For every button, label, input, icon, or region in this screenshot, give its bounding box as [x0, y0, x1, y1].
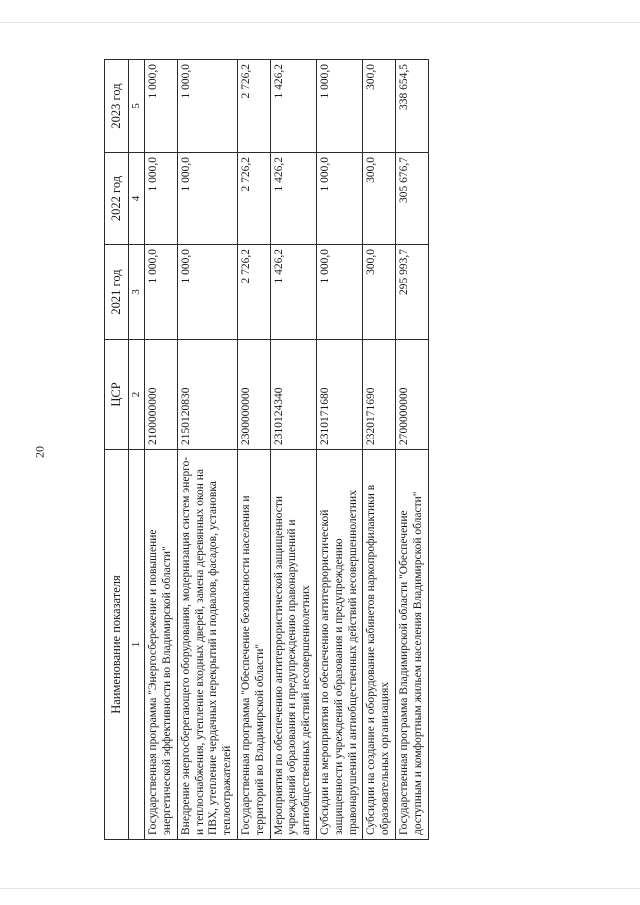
row-2022: 1 000,0 — [177, 153, 237, 245]
row-name: Государственная программа "Обеспечение безопасности населения и территорий во Владимирской области" — [237, 450, 270, 840]
column-number-row — [129, 60, 145, 840]
table-row — [177, 60, 237, 840]
row-2023: 1 000,0 — [177, 60, 237, 153]
row-name: Государственная программа "Энергосбережение и повышение энергетической эффективности во Владимирской области" — [145, 450, 178, 840]
row-2022: 1 000,0 — [316, 153, 362, 245]
row-2022: 1 000,0 — [145, 153, 178, 245]
table-row — [145, 60, 178, 840]
rotated-table-container — [104, 60, 514, 840]
row-name: Субсидии на создание и оборудование кабинетов наркопрофилактики в образовательных организациях — [363, 450, 396, 840]
row-csr: 2100000000 — [145, 340, 178, 450]
row-2021: 300,0 — [363, 245, 396, 340]
row-2022: 305 676,7 — [395, 153, 428, 245]
budget-table — [104, 59, 429, 840]
row-2023: 1 000,0 — [316, 60, 362, 153]
column-number: 3 — [129, 245, 145, 340]
row-2023: 1 000,0 — [145, 60, 178, 153]
row-csr: 2150120830 — [177, 340, 237, 450]
row-name: Мероприятия по обеспечению антитеррористической защищенности учреждений образования и предупреждению правонарушений и антиобщественных действий несовершеннолетних — [270, 450, 316, 840]
column-number: 5 — [129, 60, 145, 153]
table-row — [270, 60, 316, 840]
row-2023: 338 654,5 — [395, 60, 428, 153]
header-csr: ЦСР — [105, 340, 129, 450]
row-2022: 300,0 — [363, 153, 396, 245]
row-csr: 2320171690 — [363, 340, 396, 450]
row-2021: 1 000,0 — [145, 245, 178, 340]
row-2023: 1 426,2 — [270, 60, 316, 153]
row-2022: 2 726,2 — [237, 153, 270, 245]
row-2023: 2 726,2 — [237, 60, 270, 153]
row-csr: 2310124340 — [270, 340, 316, 450]
column-number: 1 — [129, 450, 145, 840]
row-2021: 1 000,0 — [316, 245, 362, 340]
table-row — [237, 60, 270, 840]
table-row — [363, 60, 396, 840]
row-2021: 2 726,2 — [237, 245, 270, 340]
header-2021: 2021 год — [105, 245, 129, 340]
row-2021: 1 426,2 — [270, 245, 316, 340]
row-name: Субсидии на мероприятия по обеспечению антитеррористической защищенности учреждений образования и предупреждению правонарушений и антиобщественных действий несовершеннолетних — [316, 450, 362, 840]
row-2021: 1 000,0 — [177, 245, 237, 340]
row-csr: 2700000000 — [395, 340, 428, 450]
row-csr: 2300000000 — [237, 340, 270, 450]
column-number: 2 — [129, 340, 145, 450]
scan-artifact-top — [0, 22, 640, 23]
header-name: Наименование показателя — [105, 450, 129, 840]
table-row — [316, 60, 362, 840]
table-row — [395, 60, 428, 840]
header-2023: 2023 год — [105, 60, 129, 153]
table-header-row — [105, 60, 129, 840]
row-csr: 2310171680 — [316, 340, 362, 450]
column-number: 4 — [129, 153, 145, 245]
row-2021: 295 993,7 — [395, 245, 428, 340]
row-name: Внедрение энергосберегающего оборудования, модернизация систем энерго- и теплоснабжения, утепление входных дверей, замена деревянных окон на ПВХ, утепление чердачных перекрытий и подвалов, фасадов, установка теплоотражателей — [177, 450, 237, 840]
row-2023: 300,0 — [363, 60, 396, 153]
scan-artifact-bottom — [0, 888, 640, 889]
row-name: Государственная программа Владимирской области "Обеспечение доступным и комфортным жильем населения Владимирской области" — [395, 450, 428, 840]
row-2022: 1 426,2 — [270, 153, 316, 245]
page-number: 20 — [32, 446, 47, 458]
header-2022: 2022 год — [105, 153, 129, 245]
